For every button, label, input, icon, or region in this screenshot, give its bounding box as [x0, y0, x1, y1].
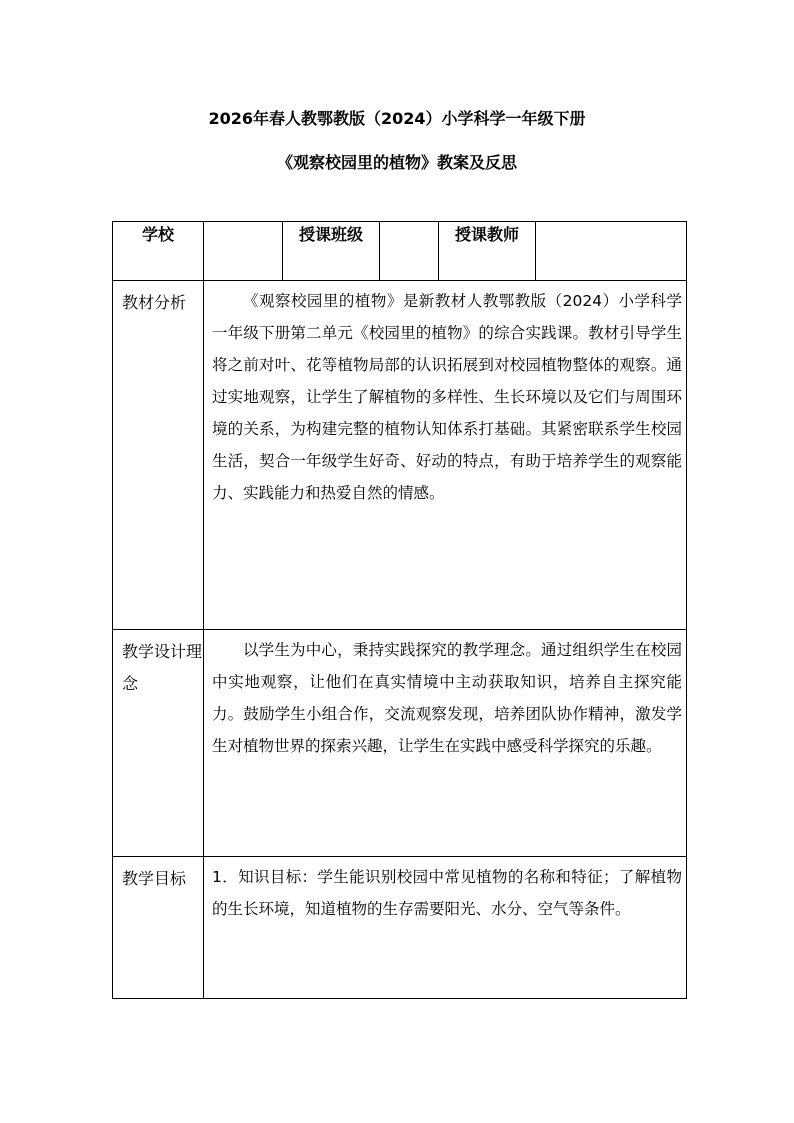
lesson-plan-table: [112, 221, 687, 999]
section-row-analysis: [113, 281, 687, 630]
section-text-analysis: 《观察校园里的植物》是新教材人教鄂教版（2024）小学科学一年级下册第二单元《校园里的植物》的综合实践课。教材引导学生将之前对叶、花等植物局部的认识拓展到对校园植物整体的观察。通过实地观察，让学生了解植物的多样性、生长环境以及它们与周围环境的关系，为构建完整的植物认知体系打基础。其紧密联系学生校园生活，契合一年级学生好奇、好动的特点，有助于培养学生的观察能力、实践能力和热爱自然的情感。: [212, 292, 682, 502]
section-row-goals: [113, 857, 687, 999]
section-body-design: [204, 630, 687, 857]
section-label-analysis: 教材分析: [113, 281, 204, 630]
class-value-cell[interactable]: [380, 222, 439, 281]
document-title: 2026年春人教鄂教版（2024）小学科学一年级下册: [208, 109, 586, 128]
section-text-design: 以学生为中心，秉持实践探究的教学理念。通过组织学生在校园中实地观察，让他们在真实情境中主动获取知识，培养自主探究能力。鼓励学生小组合作，交流观察发现，培养团队协作精神，激发学生对植物世界的探索兴趣，让学生在实践中感受科学探究的乐趣。: [212, 641, 682, 755]
section-text-goals: 1．知识目标：学生能识别校园中常见植物的名称和特征；了解植物的生长环境，知道植物的生存需要阳光、水分、空气等条件。: [212, 868, 682, 918]
section-label-design: 教学设计理念: [113, 630, 204, 857]
teacher-value-cell[interactable]: [536, 222, 687, 281]
header-row: [113, 222, 687, 281]
document-subtitle: 《观察校园里的植物》教案及反思: [276, 153, 517, 172]
section-body-goals: [204, 857, 687, 999]
section-body-analysis: [204, 281, 687, 630]
school-value-cell[interactable]: [204, 222, 283, 281]
school-label: 学校: [113, 222, 204, 281]
section-row-design: [113, 630, 687, 857]
class-label: 授课班级: [283, 222, 380, 281]
teacher-label: 授课教师: [439, 222, 536, 281]
section-label-goals: 教学目标: [113, 857, 204, 999]
